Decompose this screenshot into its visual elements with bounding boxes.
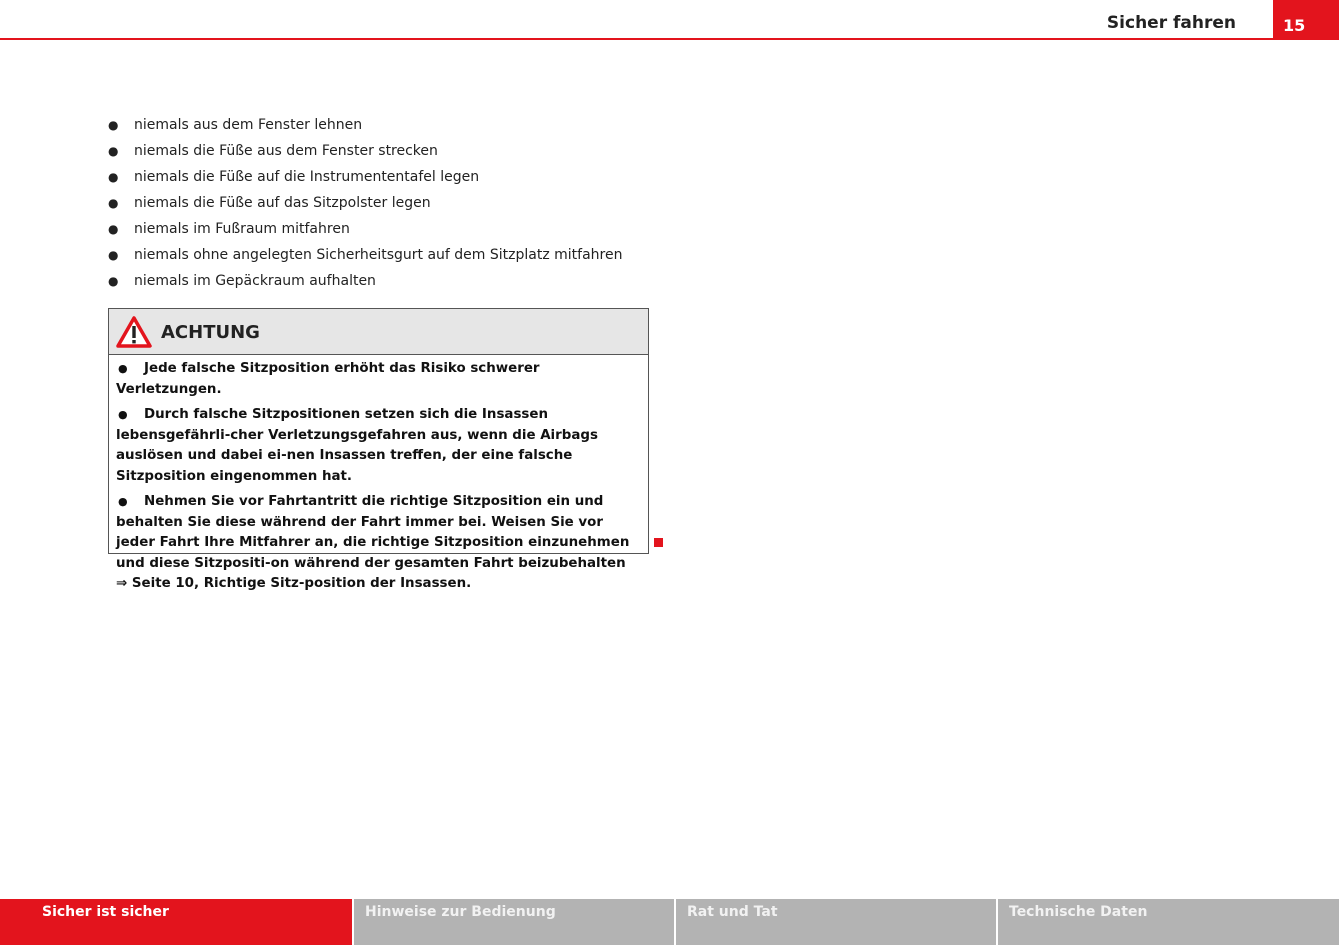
bullet-list: [108, 112, 668, 294]
list-item: ● niemals ohne angelegten Sicherheitsgurt auf dem Sitzplatz mitfahren: [108, 242, 668, 268]
warning-item: ● Nehmen Sie vor Fahrtantritt die richtige Sitzposition ein und behalten Sie diese während der Fahrt immer bei. Weisen Sie vor jeder Fahrt Ihre Mitfahrer an, die richtige Sitzposition einzunehmen und diese Sitzpositi-on während der gesamten Fahrt beizubehalten ⇒ Seite 10, Richtige Sitz-position der Insassen.: [116, 494, 630, 591]
bullet-icon: ●: [108, 222, 119, 236]
warning-item: ● Durch falsche Sitzpositionen setzen sich die Insassen lebensgefährli-cher Verletzungsgefahren aus, wenn die Airbags auslösen und dabei ei-nen Insassen treffen, der eine falsche Sitzposition eingenommen hat.: [116, 407, 598, 484]
section-title: Sicher fahren: [1106, 13, 1236, 33]
list-item: ● niemals im Fußraum mitfahren: [108, 216, 668, 242]
bullet-icon: ●: [108, 118, 119, 132]
list-item: ● niemals aus dem Fenster lehnen: [108, 112, 668, 138]
list-item: ● niemals im Gepäckraum aufhalten: [108, 268, 668, 294]
list-item: ● niemals die Füße aus dem Fenster strecken: [108, 138, 668, 164]
section-end-marker: [654, 538, 663, 547]
footer-tab-sicher-ist-sicher[interactable]: Sicher ist sicher: [0, 899, 352, 945]
bullet-icon: ●: [108, 196, 119, 210]
bullet-icon: ●: [118, 362, 128, 375]
footer-tab-rat-und-tat[interactable]: Rat und Tat: [676, 899, 996, 945]
warning-header: [109, 309, 648, 355]
footer-tab-technische-daten[interactable]: Technische Daten: [998, 899, 1339, 945]
page-number: 15: [1273, 0, 1339, 40]
list-item: ● niemals die Füße auf das Sitzpolster legen: [108, 190, 668, 216]
footer-tab-hinweise-zur-bedienung[interactable]: Hinweise zur Bedienung: [354, 899, 674, 945]
warning-item: ● Jede falsche Sitzposition erhöht das Risiko schwerer Verletzungen.: [116, 361, 540, 397]
bullet-icon: ●: [118, 408, 128, 421]
header-rule: [0, 38, 1339, 40]
bullet-icon: ●: [108, 144, 119, 158]
warning-triangle-icon: [115, 315, 153, 349]
list-item: ● niemals die Füße auf die Instrumententafel legen: [108, 164, 668, 190]
bullet-icon: ●: [108, 248, 119, 262]
bullet-icon: ●: [118, 495, 128, 508]
bullet-icon: ●: [108, 170, 119, 184]
warning-title: ACHTUNG: [161, 322, 260, 343]
warning-body: [109, 355, 648, 595]
bullet-icon: ●: [108, 274, 119, 288]
warning-box: [108, 308, 649, 591]
